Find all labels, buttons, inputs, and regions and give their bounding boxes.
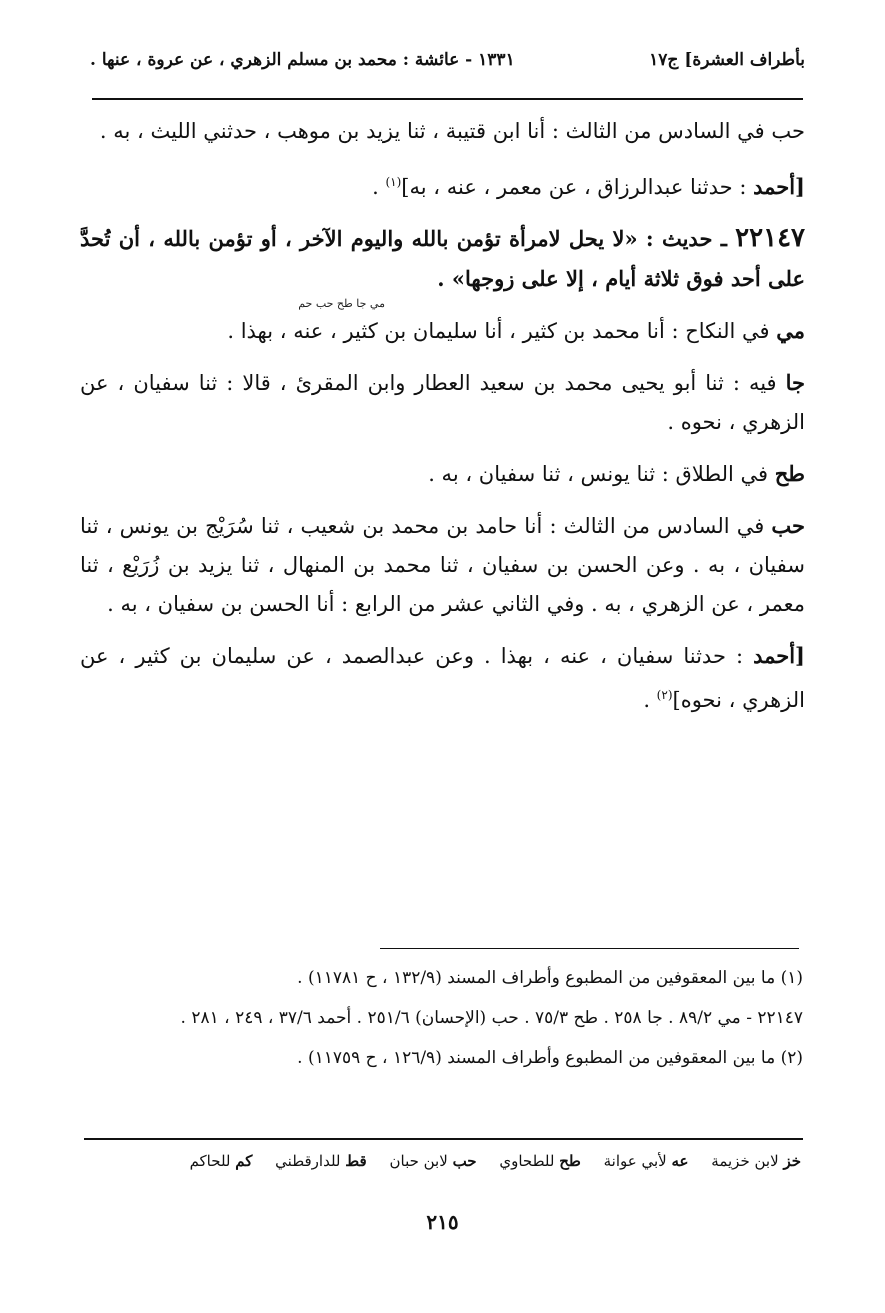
paragraph-text: : حدثنا عبدالرزاق ، عن معمر ، عنه ، به] bbox=[401, 175, 754, 199]
source-keyword: حب bbox=[771, 513, 806, 538]
paragraph-text: فيه : ثنا أبو يحيى محمد بن سعيد العطار وابن المقرئ ، قالا : ثنا سفيان ، عن الزهري ، نحوه . bbox=[80, 371, 805, 434]
hadith-text: «لا يحل لامرأة تؤمن بالله واليوم الآخر ، أو تؤمن بالله ، أن تُحدَّ على أحد فوق ثلاثة أيام ، إلا على زوجها» . bbox=[80, 226, 805, 291]
hadith-sigla: مي جا طح حب حم bbox=[298, 297, 385, 310]
page-number: ٢١٥ bbox=[426, 1210, 459, 1234]
legend-item: طح للطحاوي bbox=[499, 1152, 581, 1170]
legend-item: خز لابن خزيمة bbox=[711, 1152, 801, 1170]
footnote-divider bbox=[380, 948, 799, 949]
header-section-title: ١٣٣١ - عائشة : محمد بن مسلم الزهري ، عن عروة ، عنها . bbox=[90, 50, 515, 70]
paragraph-ahmad-2 bbox=[80, 636, 805, 720]
paragraph-text: في النكاح : أنا محمد بن كثير ، أنا سليمان بن كثير ، عنه ، بهذا . bbox=[227, 319, 777, 343]
footnote-1: (١) ما بين المعقوفين من المطبوع وأطراف المسند (١٣٢/٩ ، ح ١١٧٨١) . bbox=[297, 968, 803, 988]
legend-item: كم للحاكم bbox=[189, 1152, 253, 1170]
paragraph-text: في الطلاق : ثنا يونس ، ثنا سفيان ، به . bbox=[428, 462, 775, 486]
paragraph-ahmad-1 bbox=[80, 163, 805, 207]
paragraph-text: : حدثنا سفيان ، عنه ، بهذا . وعن عبدالصمد ، عن سليمان بن كثير ، عن الزهري ، نحوه] bbox=[80, 644, 805, 712]
source-keyword: طح bbox=[774, 461, 805, 486]
hadith-entry bbox=[80, 219, 805, 299]
source-keyword: مي bbox=[776, 318, 805, 343]
legend-item: قط للدارقطني bbox=[275, 1152, 367, 1170]
hadith-number: ٢٢١٤٧ bbox=[735, 223, 805, 253]
header-book-title: بأطراف العشرة] ج١٧ bbox=[649, 50, 805, 70]
paragraph-end: . bbox=[372, 175, 386, 199]
legend-item: حب لابن حبان bbox=[389, 1152, 477, 1170]
paragraph-hib-1: حب في السادس من الثالث : أنا ابن قتيبة ، ثنا يزيد بن موهب ، حدثني الليث ، به . bbox=[99, 119, 805, 143]
hadith-label: ـ حديث : bbox=[637, 226, 736, 251]
legend-item: عه لأبي عوانة bbox=[603, 1152, 689, 1170]
paragraph-hib-2 bbox=[80, 506, 805, 624]
source-keyword: جا bbox=[785, 370, 805, 395]
footnote-references: ٢٢١٤٧ - مي ٨٩/٢ . جا ٢٥٨ . طح ٧٥/٣ . حب (الإحسان) ٢٥١/٦ . أحمد ٣٧/٦ ، ٢٤٩ ، ٢٨١ . bbox=[180, 1008, 803, 1028]
legend-divider bbox=[84, 1138, 803, 1140]
page-header bbox=[90, 50, 805, 84]
paragraph-tah bbox=[80, 454, 805, 494]
main-text bbox=[80, 112, 805, 732]
abbreviation-legend bbox=[84, 1152, 801, 1170]
paragraph-end: . bbox=[643, 688, 657, 712]
source-keyword: [أحمد bbox=[753, 174, 805, 199]
header-divider bbox=[92, 98, 803, 100]
footnote-2: (٢) ما بين المعقوفين من المطبوع وأطراف المسند (١٢٦/٩ ، ح ١١٧٥٩) . bbox=[297, 1048, 803, 1068]
paragraph-ja bbox=[80, 363, 805, 442]
footnotes bbox=[82, 960, 803, 1080]
paragraph-text: في السادس من الثالث : أنا حامد بن محمد بن شعيب ، ثنا سُرَيْج بن يونس ، ثنا سفيان ، به . وعن الحسن بن سفيان ، ثنا محمد بن المنهال ، ثنا يزيد بن زُرَيْع ، ثنا معمر ، عن الزهري ، به . وفي الثاني عشر من الرابع : أنا الحسن بن سفيان ، به . bbox=[80, 514, 805, 616]
footnote-ref-2: (٢) bbox=[656, 688, 673, 702]
footnote-ref-1: (١) bbox=[385, 175, 402, 189]
paragraph-mi bbox=[80, 311, 805, 351]
source-keyword: [أحمد bbox=[753, 643, 805, 668]
